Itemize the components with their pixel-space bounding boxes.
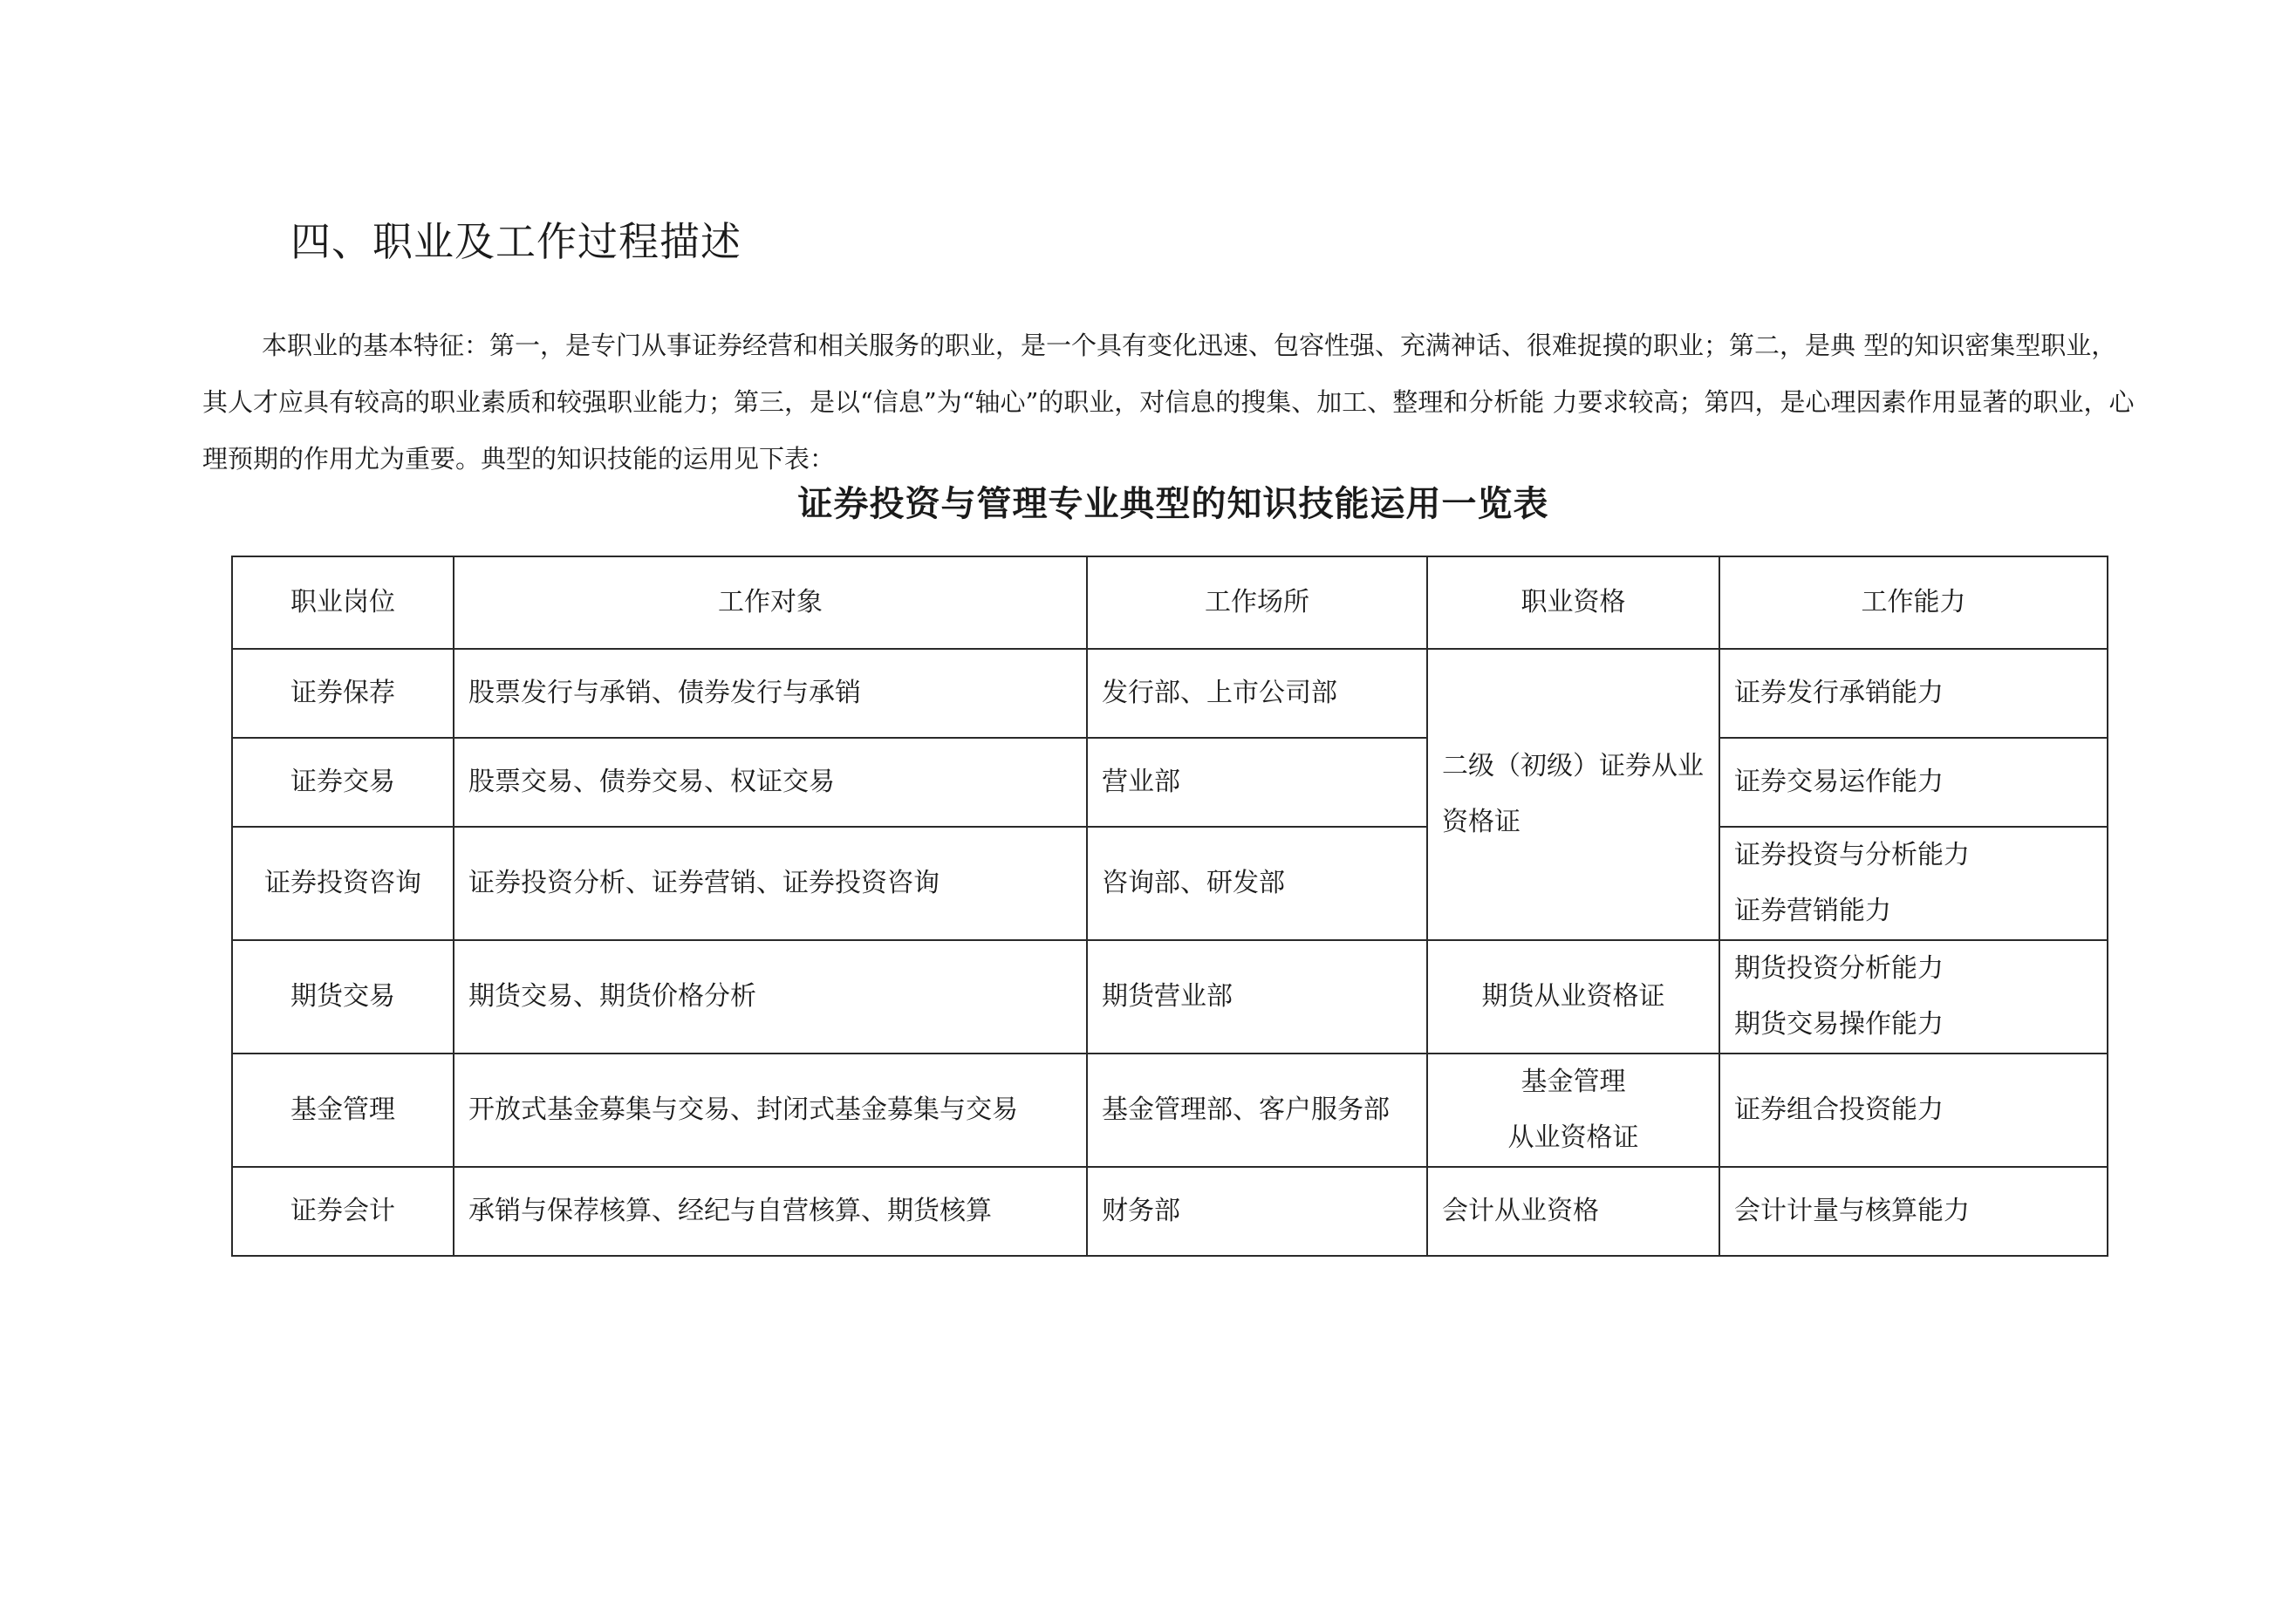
table-title: 证券投资与管理专业典型的知识技能运用一览表 — [797, 483, 1549, 524]
header-place: 工作场所 — [1087, 556, 1427, 649]
table-row — [232, 1054, 2108, 1167]
qualification-line: 基金管理 — [1520, 1067, 1626, 1097]
header-ability: 工作能力 — [1719, 556, 2108, 649]
intro-paragraph: 本职业的基本特征：第一，是专门从事证券经营和相关服务的职业，是一个具有变化迅速、包容性强、充满神话、很难捉摸的职业；第二，是典 型的知识密集型职业，其人才应具有较高的职业素质和较强职业能力；第三，是以“信息”为“轴心”的职业，对信息的搜集、加工、整理和分析能 力要求较高；第四，是心理因素作用显著的职业，心理预期的作用尤为重要。典型的知识技能的运用见下表： — [202, 331, 2135, 474]
cell-place: 发行部、上市公司部 — [1087, 649, 1427, 738]
cell-qualification — [1427, 1054, 1719, 1167]
cell-place: 财务部 — [1087, 1167, 1427, 1256]
cell-place: 营业部 — [1087, 738, 1427, 827]
ability-line: 期货交易操作能力 — [1734, 1009, 1944, 1040]
skills-table — [231, 556, 2108, 1257]
cell-position: 证券交易 — [232, 738, 454, 827]
header-object: 工作对象 — [454, 556, 1087, 649]
cell-place: 期货营业部 — [1087, 940, 1427, 1054]
cell-position: 证券会计 — [232, 1167, 454, 1256]
cell-ability — [1719, 827, 2108, 940]
ability-line: 证券营销能力 — [1734, 896, 1891, 926]
cell-ability — [1719, 940, 2108, 1054]
cell-position: 基金管理 — [232, 1054, 454, 1167]
table-row — [232, 738, 2108, 827]
section-heading: 四、职业及工作过程描述 — [290, 218, 741, 265]
table-row — [232, 649, 2108, 738]
cell-position: 期货交易 — [232, 940, 454, 1054]
cell-qualification: 期货从业资格证 — [1427, 940, 1719, 1054]
cell-ability: 会计计量与核算能力 — [1719, 1167, 2108, 1256]
cell-place: 咨询部、研发部 — [1087, 827, 1427, 940]
cell-position: 证券投资咨询 — [232, 827, 454, 940]
table-row — [232, 827, 2108, 940]
header-qualification: 职业资格 — [1427, 556, 1719, 649]
cell-object: 期货交易、期货价格分析 — [454, 940, 1087, 1054]
cell-place: 基金管理部、客户服务部 — [1087, 1054, 1427, 1167]
cell-ability: 证券发行承销能力 — [1719, 649, 2108, 738]
ability-line: 证券投资与分析能力 — [1734, 840, 1970, 870]
cell-object: 证券投资分析、证券营销、证券投资咨询 — [454, 827, 1087, 940]
table-row — [232, 940, 2108, 1054]
header-position: 职业岗位 — [232, 556, 454, 649]
cell-object: 股票发行与承销、债券发行与承销 — [454, 649, 1087, 738]
cell-ability: 证券交易运作能力 — [1719, 738, 2108, 827]
table-header-row — [232, 556, 2108, 649]
cell-ability: 证券组合投资能力 — [1719, 1054, 2108, 1167]
cell-position: 证券保荐 — [232, 649, 454, 738]
cell-qualification-merged: 二级（初级）证券从业资格证 — [1427, 649, 1719, 940]
cell-object: 股票交易、债券交易、权证交易 — [454, 738, 1087, 827]
ability-line: 期货投资分析能力 — [1734, 953, 1944, 984]
table-row — [232, 1167, 2108, 1256]
cell-qualification: 会计从业资格 — [1427, 1167, 1719, 1256]
qualification-line: 从业资格证 — [1507, 1122, 1639, 1153]
cell-object: 开放式基金募集与交易、封闭式基金募集与交易 — [454, 1054, 1087, 1167]
cell-object: 承销与保荐核算、经纪与自营核算、期货核算 — [454, 1167, 1087, 1256]
